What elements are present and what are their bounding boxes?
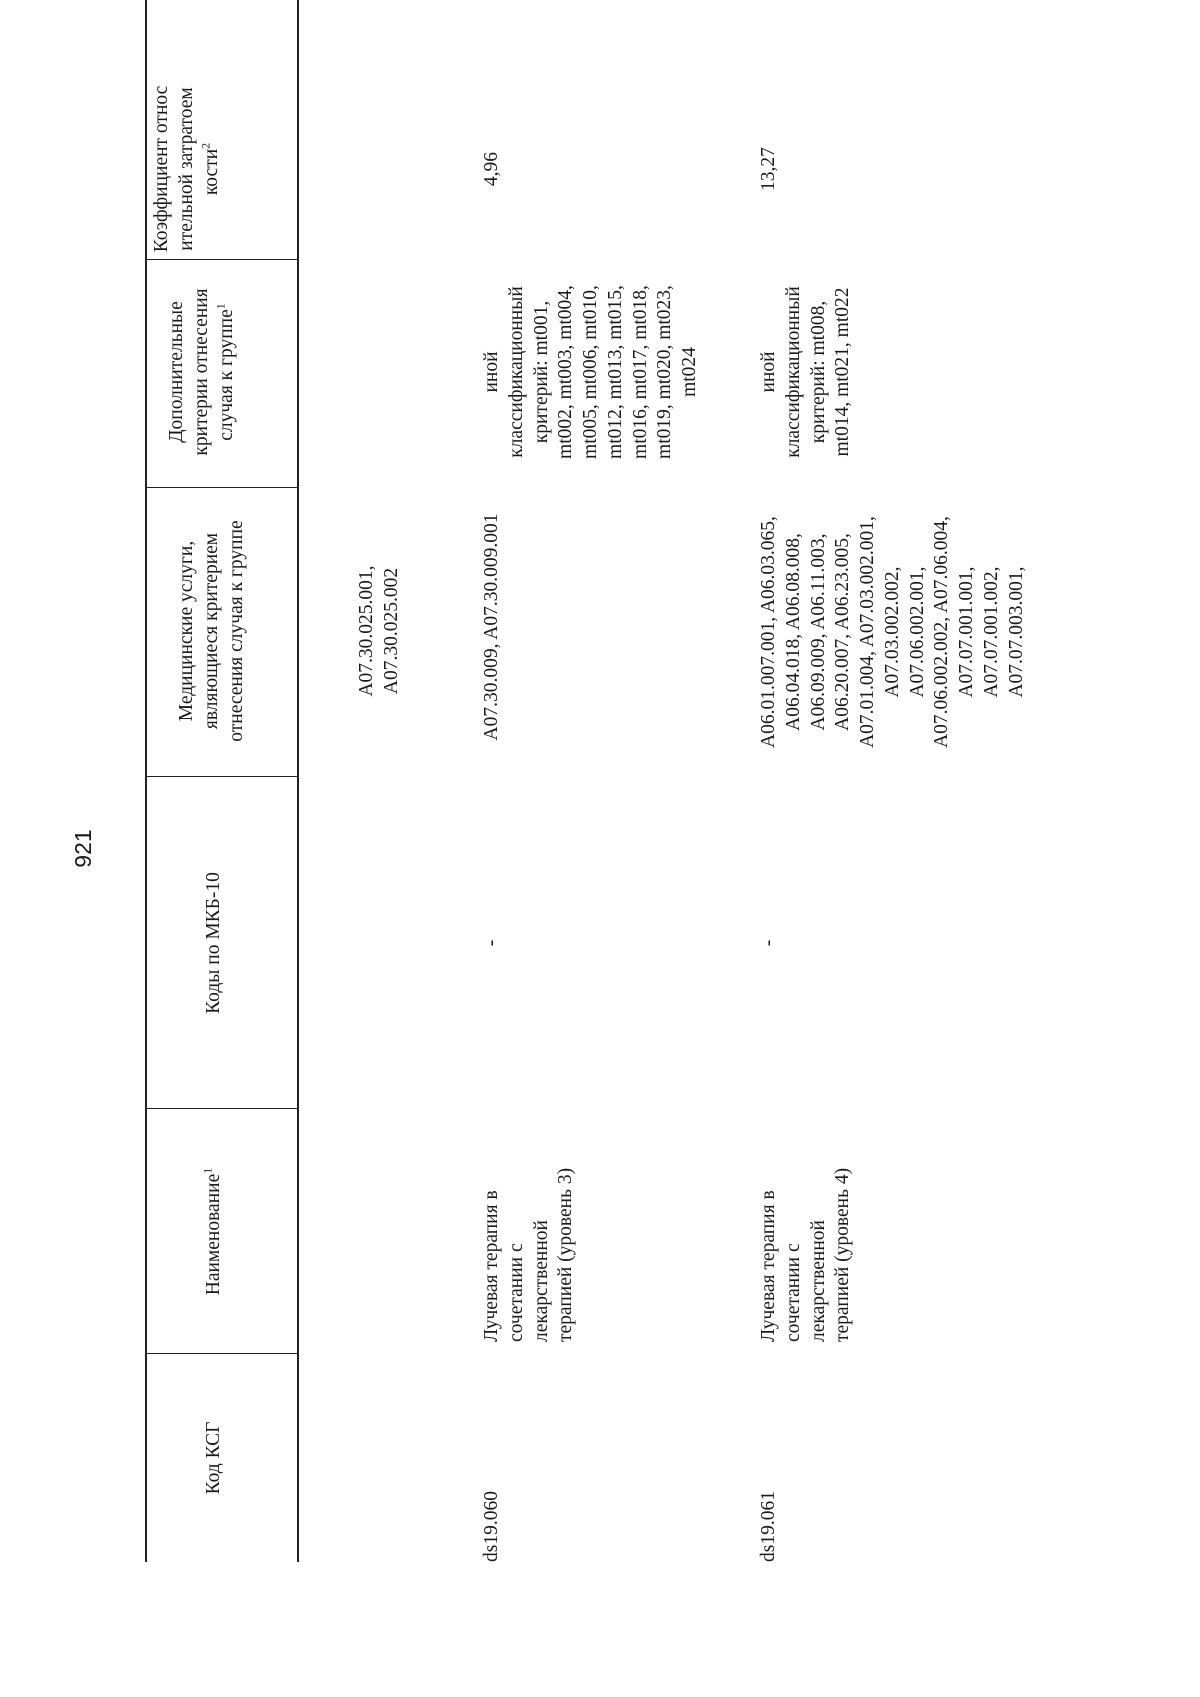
header-icd: Коды по МКБ-10 (203, 872, 224, 1014)
header-rule-top (145, 0, 147, 1562)
header-rule-bottom (297, 0, 299, 1562)
header-coef: Коэффициент относительной затратоемкости$^2$ (151, 85, 222, 253)
header-criteria: Дополнительные критерии отнесения случая к группе$^1$ (166, 288, 237, 456)
row-1-criteria: иной классификационный критерий: mt001, mt002, mt003, mt004, mt005, mt006, mt010, mt012, mt013, mt015, mt016, mt017, mt018, mt019, mt020, mt023, mt024 (481, 285, 700, 459)
row-1-coef: 4,96 (481, 151, 502, 187)
row-1-services: A07.30.009, A07.30.009.001 (481, 513, 502, 741)
row-2-criteria: иной классификационный критерий: mt008, mt014, mt021, mt022 (758, 286, 854, 458)
row-2-code: ds19.061 (758, 1491, 779, 1562)
row-2-icd: - (758, 939, 779, 947)
col-sep-5 (145, 259, 297, 260)
header-services: Медицинские услуги, являющиеся критерием отнесения случая к группе (176, 520, 247, 742)
header-code: Код КСГ (203, 1421, 224, 1495)
row-2-services: A06.01.007.001, A06.03.065, A06.04.018, A06.08.008, A06.09.009, A06.11.003, A06.20.007, A06.23.005, A07.01.004, A07.03.002.001, A07.03.002.002, A07.06.002.001, A07.06.002.002, A07.06.004, A07.07.001.001, A07.07.001.002, A07.07.003.001, (758, 516, 1027, 748)
row-2-coef: 13,27 (758, 147, 779, 191)
row-1-icd: - (481, 939, 502, 947)
row-2-name: Лучевая терапия в сочетании с лекарственной терапией (уровень 4) (758, 1167, 854, 1342)
row-1-code: ds19.060 (481, 1491, 502, 1562)
page-number: 921 (70, 829, 96, 868)
row-1-name: Лучевая терапия в сочетании с лекарственной терапией (уровень 3) (481, 1167, 577, 1342)
header-name: Наименование$^1$ (200, 1167, 224, 1296)
continuation-services: A07.30.025.001, A07.30.025.002 (356, 565, 402, 697)
col-sep-4 (145, 487, 297, 488)
